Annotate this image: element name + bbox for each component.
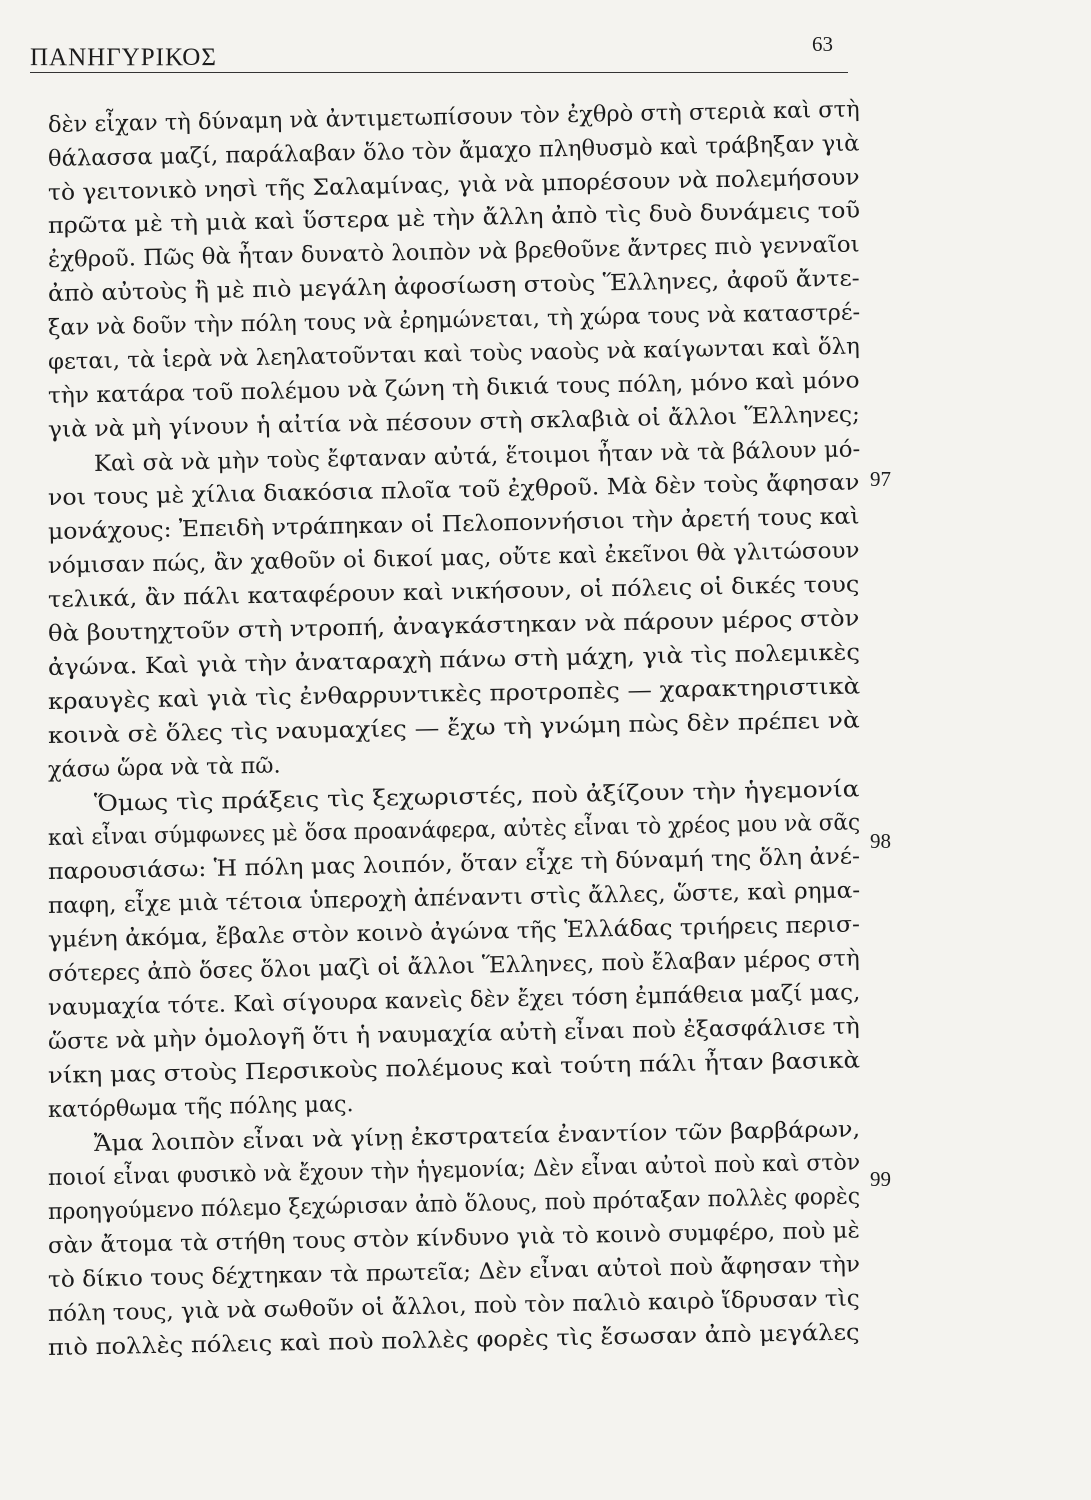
text-line: μονάχους: Ἐπειδὴ ντράπηκαν οἱ Πελοποννήσιοι τὴν ἀρετή τους καὶ: [47, 503, 860, 545]
text-line: ἀγώνα. Καὶ γιὰ τὴν ἀναταραχὴ πάνω στὴ μάχη, γιὰ τὶς πολεμικὲς: [47, 639, 861, 681]
page-number: 63: [812, 32, 833, 56]
text-line: σὰν ἄτομα τὰ στήθη τους στὸν κίνδυνο γιὰ τὸ κοινὸ συμφέρο, ποὺ μὲ: [47, 1217, 861, 1259]
text-line: τὸ δίκιο τους δέχτηκαν τὰ πρωτεῖα; Δὲν εἶναι αὐτοὶ ποὺ ἄφησαν τὴν: [47, 1251, 861, 1293]
text-line: δὲν εἶχαν τὴ δύναμη νὰ ἀντιμετωπίσουν τὸν ἐχθρὸ στὴ στεριὰ καὶ στὴ: [47, 96, 860, 138]
text-line: πιὸ πολλὲς πόλεις καὶ ποὺ πολλὲς φορὲς τὶς ἔσωσαν ἀπὸ μεγάλες: [47, 1319, 860, 1361]
text-line: ναυμαχία τότε. Καὶ σίγουρα κανεὶς δὲν ἔχει τόση ἐμπάθεια μαζί μας,: [47, 979, 861, 1021]
text-line: κοινὰ σὲ ὅλες τὶς ναυμαχίες — ἔχω τὴ γνώμη πὼς δὲν πρέπει νὰ: [47, 707, 860, 749]
text-line: χάσω ὥρα νὰ τὰ πῶ.: [47, 752, 281, 783]
text-line: γιὰ νὰ μὴ γίνουν ἡ αἰτία νὰ πέσουν στὴ σκλαβιὰ οἱ ἄλλοι Ἕλληνες;: [47, 401, 861, 443]
section-number-99: 99: [870, 1167, 891, 1191]
text-line: κατόρθωμα τῆς πόλης μας.: [47, 1091, 354, 1123]
text-line: ἐχθροῦ. Πῶς θὰ ἦταν δυνατὸ λοιπὸν νὰ βρεθοῦνε ἄντρες πιὸ γενναῖοι: [47, 231, 860, 273]
text-line: Ἄμα λοιπὸν εἶναι νὰ γίνῃ ἐκστρατεία ἐναντίον τῶν βαρβάρων,: [93, 1116, 861, 1157]
text-line: θὰ βουτηχτοῦν στὴ ντροπή, ἀναγκάστηκαν νὰ πάρουν μέρος στὸν: [47, 605, 860, 647]
text-line: ποιοί εἶναι φυσικὸ νὰ ἔχουν τὴν ἡγεμονία; Δὲν εἶναι αὐτοὶ ποὺ καὶ στὸν: [47, 1149, 861, 1191]
text-line: ξαν νὰ δοῦν τὴν πόλη τους νὰ ἐρημώνεται, τὴ χώρα τους νὰ καταστρέ-: [47, 299, 861, 341]
text-line: Καὶ σὰ νὰ μὴν τοὺς ἔφταναν αὐτά, ἕτοιμοι ἦταν νὰ τὰ βάλουν μό-: [93, 436, 861, 477]
header-rule: [30, 72, 848, 73]
text-line: νίκη μας στοὺς Περσικοὺς πολέμους καὶ τούτη πάλι ἦταν βασικὰ: [47, 1047, 861, 1089]
text-line: νόμισαν πώς, ἂν χαθοῦν οἱ δικοί μας, οὔτε καὶ ἐκεῖνοι θὰ γλιτώσουν: [47, 537, 860, 579]
text-line: Ὅμως τὶς πράξεις τὶς ξεχωριστές, ποὺ ἀξίζουν τὴν ἡγεμονία: [93, 776, 860, 817]
text-line: κραυγὲς καὶ γιὰ τὶς ἐνθαρρυντικὲς προτροπὲς — χαρακτηριστικὰ: [47, 673, 861, 715]
section-number-97: 97: [870, 467, 891, 491]
text-line: τελικά, ἂν πάλι καταφέρουν καὶ νικήσουν, οἱ πόλεις οἱ δικές τους: [47, 571, 860, 613]
text-line: φεται, τὰ ἱερὰ νὰ λεηλατοῦνται καὶ τοὺς ναοὺς νὰ καίγωνται καὶ ὅλη: [47, 333, 860, 375]
text-line: γμένη ἀκόμα, ἔβαλε στὸν κοινὸ ἀγώνα τῆς Ἑλλάδας τριήρεις περισ-: [47, 911, 861, 953]
text-line: θάλασσα μαζί, παράλαβαν ὅλο τὸν ἄμαχο πληθυσμὸ καὶ τράβηξαν γιὰ: [47, 130, 860, 172]
text-line: πρῶτα μὲ τὴ μιὰ καὶ ὕστερα μὲ τὴν ἄλλη ἀπὸ τὶς δυὸ δυνάμεις τοῦ: [47, 197, 861, 239]
text-line: τὴν κατάρα τοῦ πολέμου νὰ ζώνη τὴ δικιά τους πόλη, μόνο καὶ μόνο: [47, 367, 860, 409]
running-title: ΠΑΝΗΓΥΡΙΚΟΣ: [30, 44, 217, 71]
text-line: παρουσιάσω: Ἡ πόλη μας λοιπόν, ὅταν εἶχε τὴ δύναμή της ὅλη ἀνέ-: [47, 843, 861, 885]
text-line: προηγούμενο πόλεμο ξεχώρισαν ἀπὸ ὅλους, ποὺ πρόταξαν πολλὲς φορὲς: [47, 1183, 861, 1225]
text-line: σότερες ἀπὸ ὅσες ὅλοι μαζὶ οἱ ἄλλοι Ἕλληνες, ποὺ ἔλαβαν μέρος στὴ: [47, 945, 860, 987]
text-line: ἀπὸ αὐτοὺς ἢ μὲ πιὸ μεγάλη ἀφοσίωση στοὺς Ἕλληνες, ἀφοῦ ἄντε-: [47, 265, 860, 307]
text-line: καὶ εἶναι σύμφωνες μὲ ὅσα προανάφερα, αὐτὲς εἶναι τὸ χρέος μου νὰ σᾶς: [47, 809, 861, 851]
text-line: πόλη τους, γιὰ νὰ σωθοῦν οἱ ἄλλοι, ποὺ τὸν παλιὸ καιρὸ ἵδρυσαν τὶς: [47, 1285, 860, 1327]
text-line: νοι τους μὲ χίλια διακόσια πλοῖα τοῦ ἐχθροῦ. Μὰ δὲν τοὺς ἄφησαν: [47, 469, 860, 511]
text-line: τὸ γειτονικὸ νησὶ τῆς Σαλαμίνας, γιὰ νὰ μπορέσουν νὰ πολεμήσουν: [47, 164, 860, 206]
section-number-98: 98: [870, 829, 891, 853]
text-line: παφη, εἶχε μιὰ τέτοια ὑπεροχὴ ἀπέναντι στὶς ἄλλες, ὥστε, καὶ ρημα-: [47, 877, 861, 919]
text-line: ὥστε νὰ μὴν ὁμολογῆ ὅτι ἡ ναυμαχία αὐτὴ εἶναι ποὺ ἐξασφάλισε τὴ: [47, 1013, 860, 1055]
